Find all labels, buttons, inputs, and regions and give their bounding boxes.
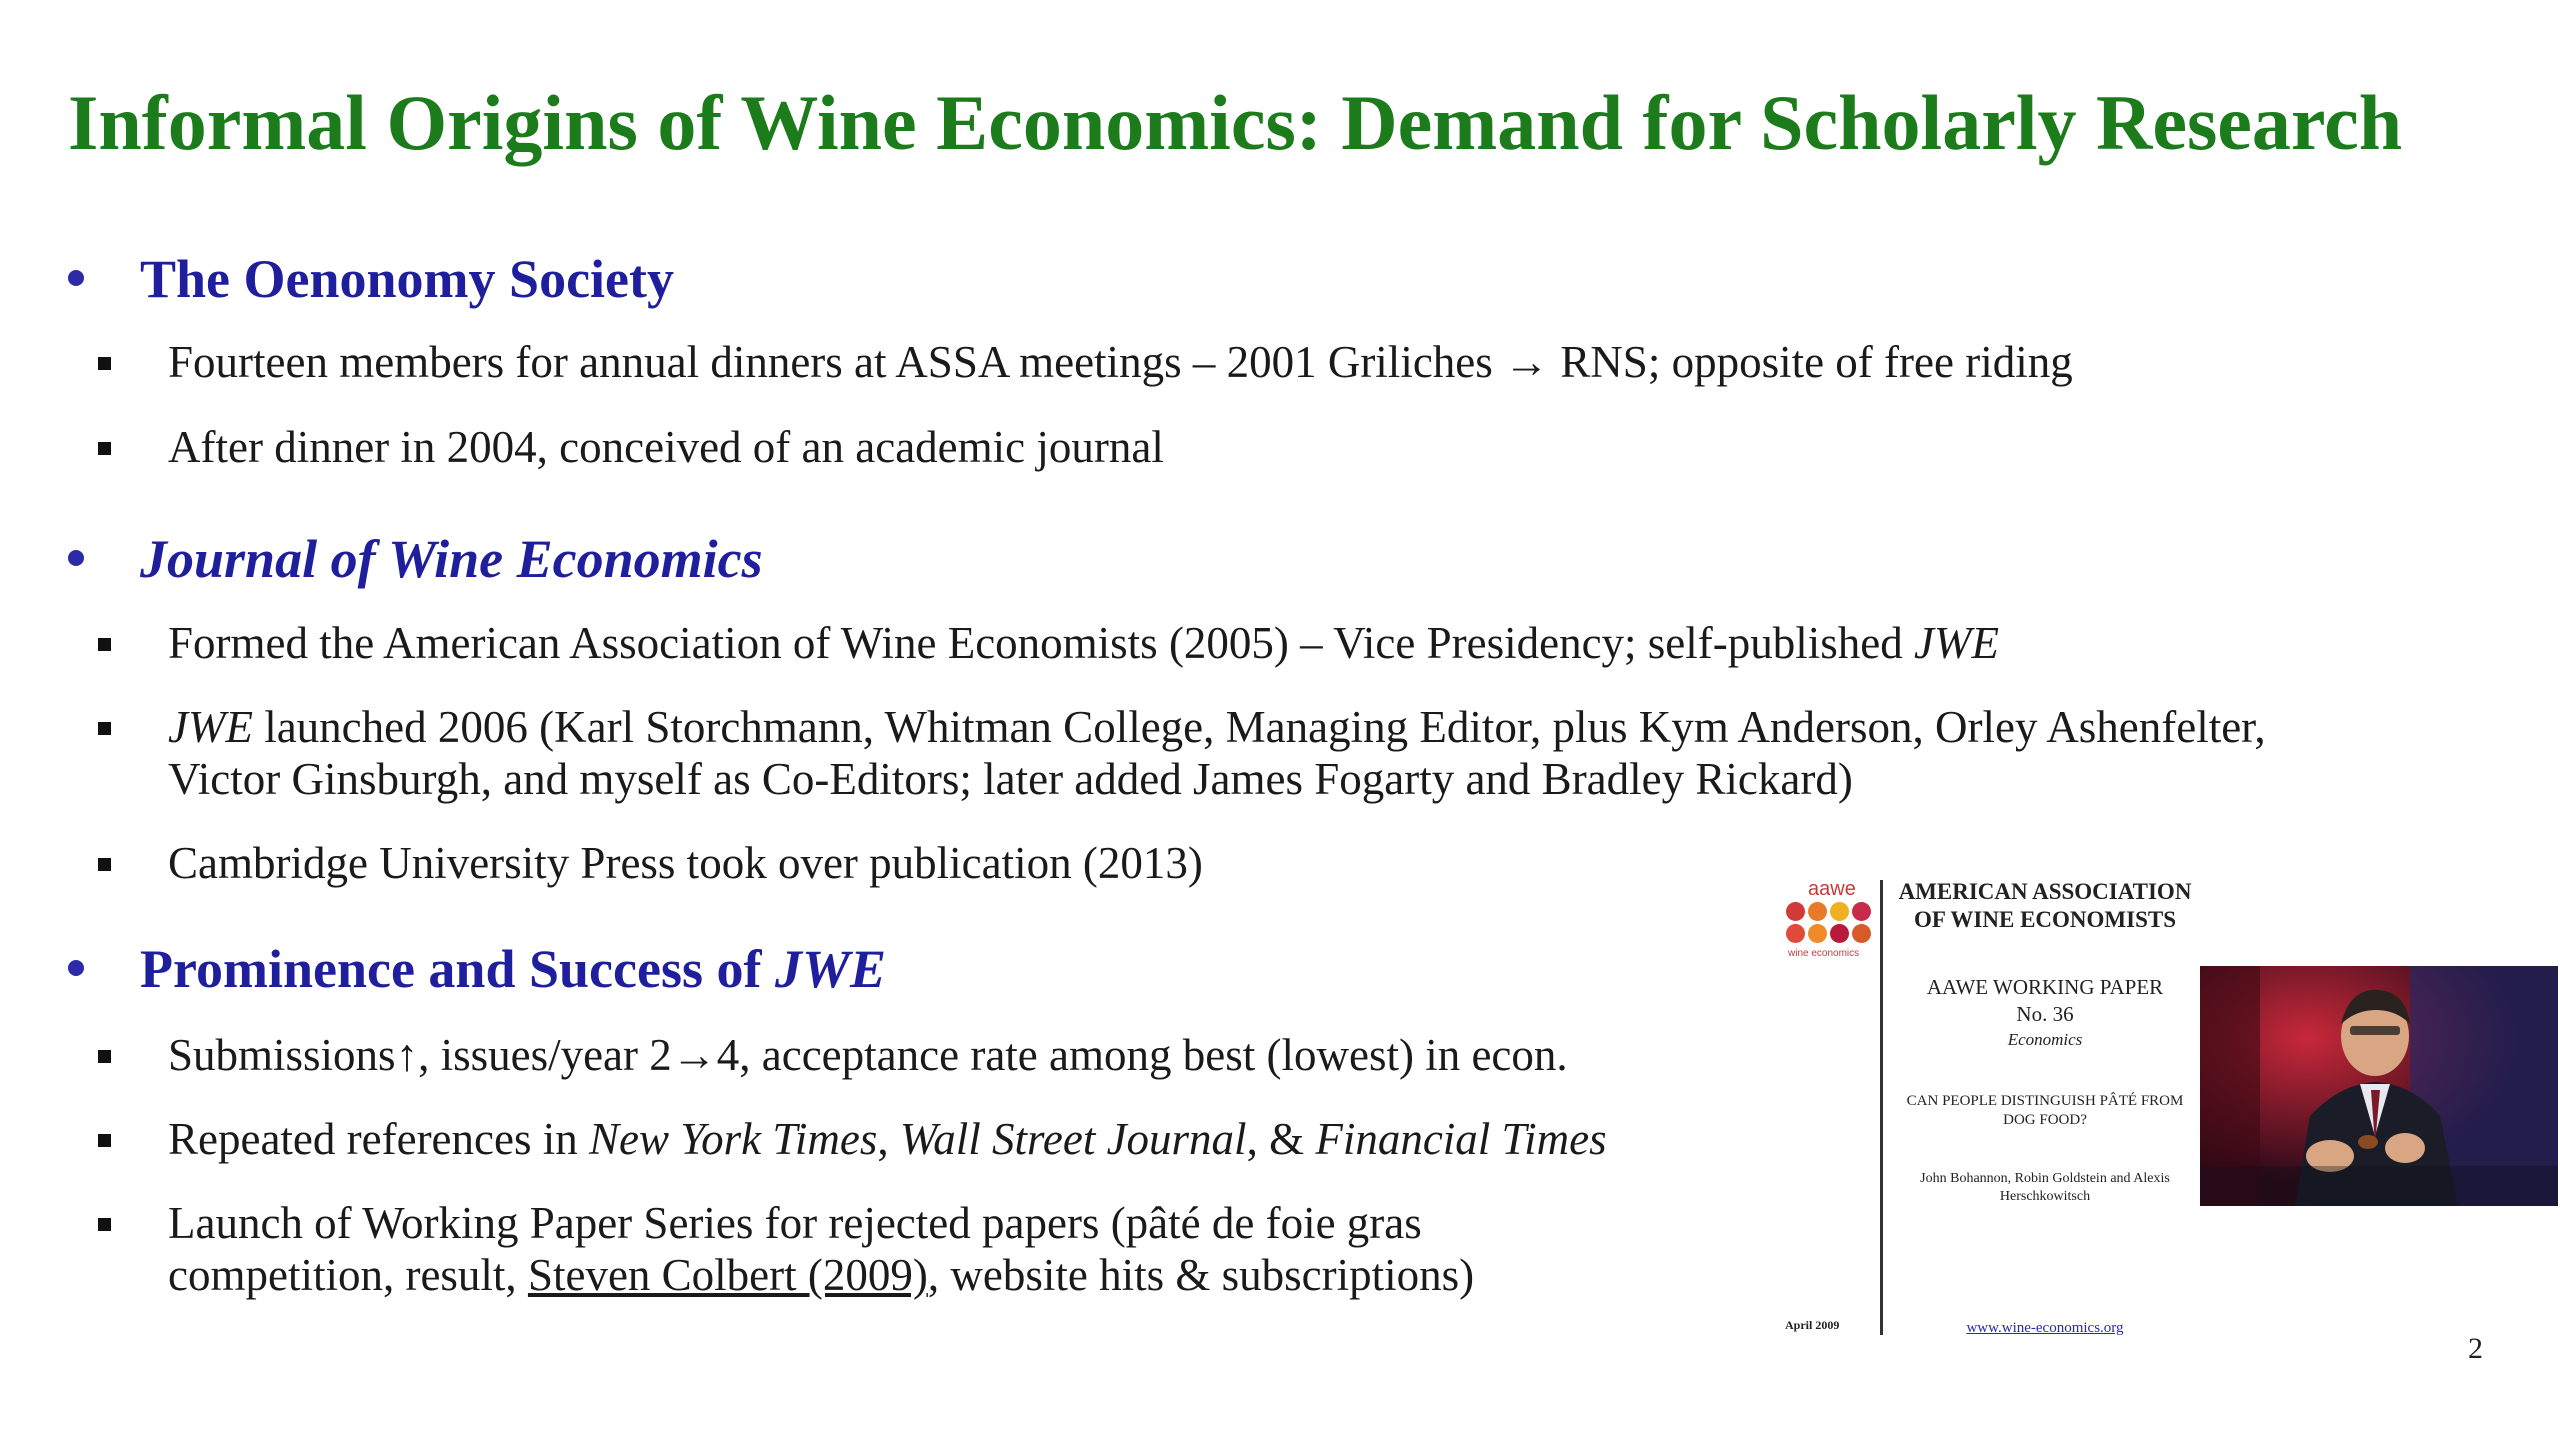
text-run-italic: Financial Times	[1315, 1114, 1607, 1164]
aawe-logo-text: aawe	[1808, 878, 1856, 900]
bullet-dot	[68, 960, 84, 976]
text-run: Formed the American Association of Wine Economists (2005) – Vice Presidency; self-published	[168, 618, 1914, 668]
colbert-link[interactable]: Steven Colbert (2009)	[527, 1250, 928, 1300]
paper-date: April 2009	[1785, 1318, 1840, 1332]
item-text	[168, 1197, 1658, 1301]
association-name: AMERICAN ASSOCIATION OF WINE ECONOMISTS	[1898, 879, 2192, 932]
wp-number: No. 36	[2016, 1002, 2074, 1026]
item-text: Cambridge University Press took over publication (2013)	[168, 838, 1203, 888]
square-bullet	[98, 1218, 111, 1231]
item-text	[168, 701, 2328, 805]
text-run-italic: JWE	[168, 702, 253, 752]
square-bullet	[98, 722, 111, 735]
bullet-dot	[68, 270, 84, 286]
list-item	[168, 617, 2368, 669]
square-bullet	[98, 858, 111, 871]
item-text: Fourteen members for annual dinners at ASSA meetings – 2001 Griliches → RNS; opposite of free riding	[168, 337, 2073, 387]
list-item	[168, 421, 2368, 473]
heading-run-italic: JWE	[774, 939, 887, 999]
paper-category: Economics	[2007, 1030, 2083, 1049]
section-heading: The Oenonomy Society	[140, 249, 674, 309]
colbert-video-still[interactable]	[2200, 966, 2558, 1206]
item-text: Submissions↑, issues/year 2→4, acceptance rate among best (lowest) in econ.	[168, 1030, 1568, 1080]
heading-run: Prominence and Success of	[140, 939, 775, 999]
logo-dot	[1786, 924, 1805, 943]
paper-authors: John Bohannon, Robin Goldstein and Alexis Herschkowitsch	[1920, 1171, 2170, 1204]
list-item	[168, 336, 2368, 388]
working-paper-cover	[1780, 870, 2200, 1340]
paper-title: CAN PEOPLE DISTINGUISH PÂTÉ FROM DOG FOOD?	[1906, 1093, 2184, 1128]
section-heading	[140, 938, 886, 1000]
text-run-italic: JWE	[1914, 618, 1999, 668]
aawe-logo-subtext: wine economics	[1788, 948, 1860, 959]
logo-dot	[1852, 924, 1871, 943]
list-item	[168, 1197, 1658, 1301]
text-run-italic: Wall Street Journal	[899, 1114, 1247, 1164]
square-bullet	[98, 638, 111, 651]
logo-dot	[1852, 902, 1871, 921]
divider	[1880, 880, 1883, 1335]
text-run-italic: New York Times	[589, 1114, 878, 1164]
logo-dot	[1786, 902, 1805, 921]
text-run: Launch of Working Paper Series for rejected papers (pâté de foie gras competition, result,	[168, 1198, 1422, 1300]
text-run: Repeated references in	[168, 1114, 589, 1164]
list-item	[168, 1113, 1768, 1165]
paper-url-link[interactable]: www.wine-economics.org	[1966, 1320, 2124, 1336]
square-bullet	[98, 1134, 111, 1147]
list-item	[168, 1029, 1768, 1081]
item-text: After dinner in 2004, conceived of an academic journal	[168, 422, 1164, 472]
logo-dot	[1808, 902, 1827, 921]
logo-dot	[1830, 902, 1849, 921]
section-heading: Journal of Wine Economics	[140, 529, 763, 589]
text-run: , &	[1246, 1114, 1316, 1164]
square-bullet	[98, 357, 111, 370]
page-number: 2	[2468, 1332, 2483, 1365]
wp-label: AAWE WORKING PAPER	[1926, 975, 2164, 999]
slide-title: Informal Origins of Wine Economics: Demand for Scholarly Research	[68, 79, 2403, 166]
logo-dot	[1830, 924, 1849, 943]
square-bullet	[98, 442, 111, 455]
list-item	[168, 701, 2328, 805]
working-paper-label	[1890, 974, 2200, 1028]
text-run: , website hits & subscriptions)	[927, 1250, 1475, 1300]
item-text	[168, 617, 2368, 669]
square-bullet	[98, 1050, 111, 1063]
text-run: launched 2006 (Karl Storchmann, Whitman College, Managing Editor, plus Kym Anderson, Orley Ashenfelter, Victor Ginsburgh, and myself as Co-Editors; later added James Fogarty and Bradley Rickard)	[168, 702, 2266, 804]
bullet-dot	[68, 550, 84, 566]
video-frame-image	[2200, 966, 2558, 1206]
item-text	[168, 1113, 1768, 1165]
text-run: ,	[877, 1114, 900, 1164]
logo-dot	[1808, 924, 1827, 943]
